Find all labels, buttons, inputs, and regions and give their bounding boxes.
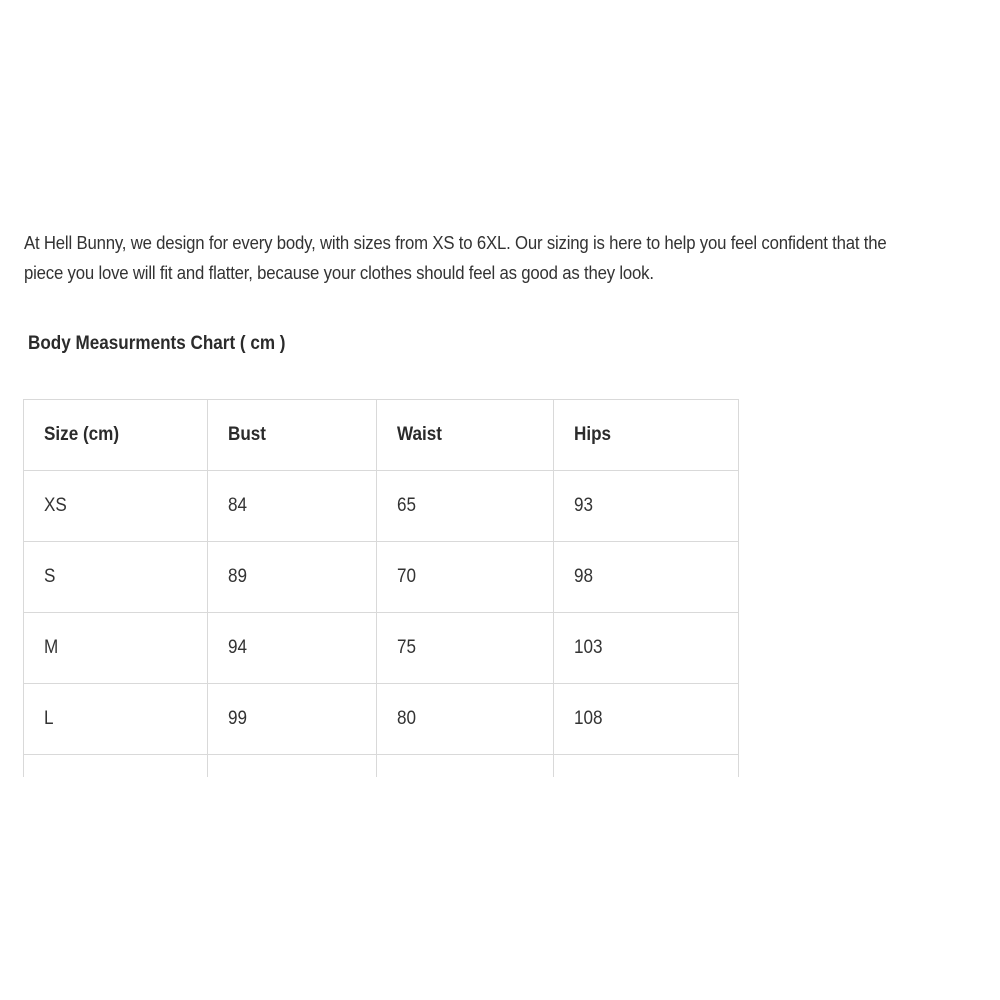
table-row <box>24 471 739 542</box>
cell-hips-value: 108 <box>574 708 603 729</box>
table-row <box>24 755 739 778</box>
cell-bust-value: 94 <box>228 637 248 658</box>
intro-paragraph: At Hell Bunny, we design for every body, with sizes from XS to 6XL. Our sizing is here to help you feel confident that the piece you love will fit and flatter, because your clothes should feel as good as they look. <box>24 233 887 283</box>
cell-size <box>24 471 208 542</box>
cell-waist-value: 80 <box>397 708 417 729</box>
size-table-container <box>23 399 739 777</box>
cell-bust-value: 89 <box>228 566 248 587</box>
table-row <box>24 684 739 755</box>
cell-bust <box>208 471 377 542</box>
header-bust-label: Bust <box>228 424 267 445</box>
cell-hips <box>554 755 739 778</box>
cell-bust <box>208 755 377 778</box>
cell-hips-value: 93 <box>574 495 594 516</box>
cell-waist <box>377 684 554 755</box>
cell-waist-value: 75 <box>397 637 417 658</box>
cell-bust-value: 84 <box>228 495 248 516</box>
cell-size <box>24 613 208 684</box>
cell-waist-value: 70 <box>397 566 417 587</box>
cell-waist <box>377 471 554 542</box>
cell-waist <box>377 755 554 778</box>
cell-size <box>24 542 208 613</box>
header-waist <box>377 400 554 471</box>
cell-hips <box>554 684 739 755</box>
chart-heading: Body Measurments Chart ( cm ) <box>28 333 286 354</box>
table-header-row <box>24 400 739 471</box>
cell-waist <box>377 542 554 613</box>
cell-size-value: L <box>44 708 54 729</box>
header-size-label: Size (cm) <box>44 424 120 445</box>
cell-bust <box>208 684 377 755</box>
header-bust <box>208 400 377 471</box>
cell-waist <box>377 613 554 684</box>
header-waist-label: Waist <box>397 424 442 445</box>
cell-bust-value: 99 <box>228 708 248 729</box>
header-hips-label: Hips <box>574 424 612 445</box>
cell-bust <box>208 542 377 613</box>
cell-hips-value: 98 <box>574 566 594 587</box>
cell-size-value: M <box>44 637 59 658</box>
size-table <box>23 399 739 777</box>
cell-bust <box>208 613 377 684</box>
table-row <box>24 613 739 684</box>
cell-size-value: S <box>44 566 56 587</box>
cell-size-value: XS <box>44 495 67 516</box>
cell-hips <box>554 613 739 684</box>
cell-hips <box>554 471 739 542</box>
header-hips <box>554 400 739 471</box>
cell-hips <box>554 542 739 613</box>
cell-size <box>24 684 208 755</box>
cell-hips-value: 103 <box>574 637 603 658</box>
cell-size <box>24 755 208 778</box>
table-row <box>24 542 739 613</box>
cell-waist-value: 65 <box>397 495 417 516</box>
header-size <box>24 400 208 471</box>
